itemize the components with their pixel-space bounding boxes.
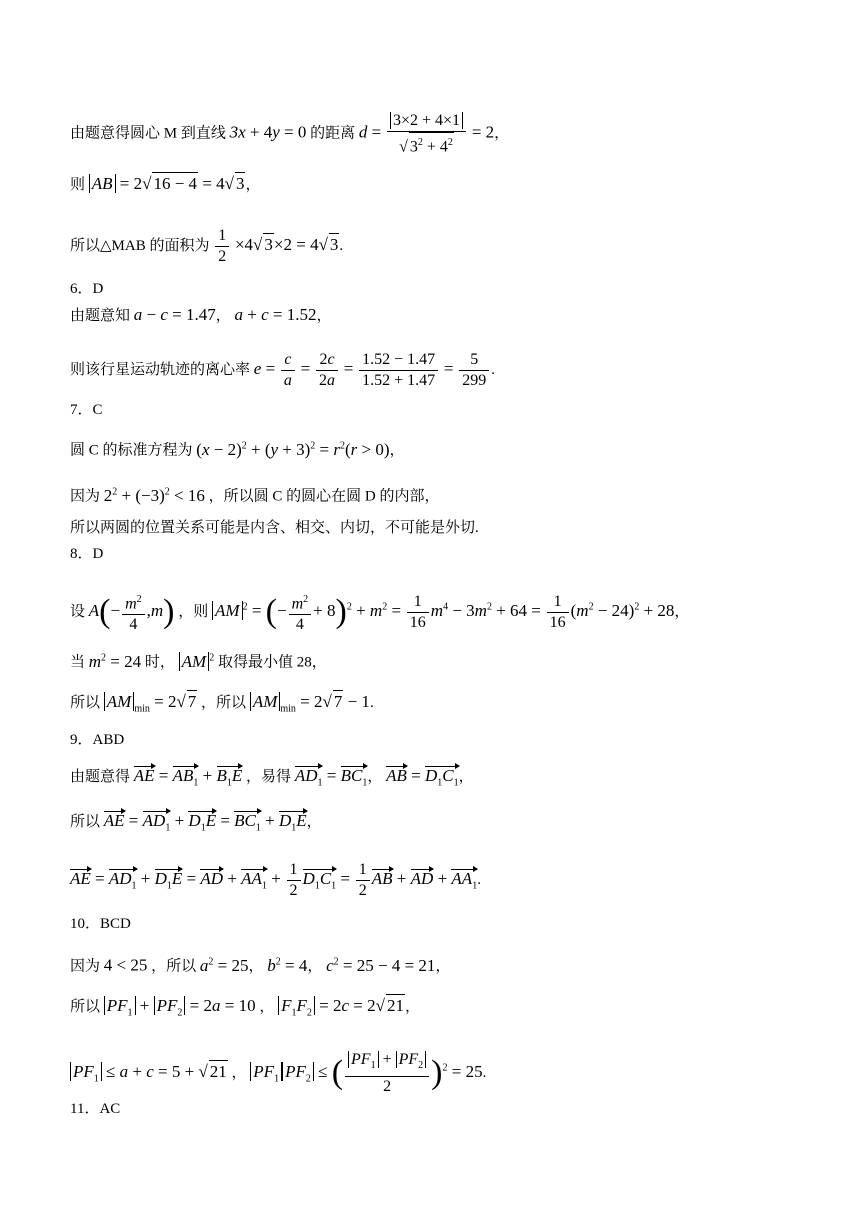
text-suffix: ， — [494, 125, 510, 142]
answer-9: 9．ABD — [70, 732, 125, 748]
text-mid: ，易得 — [246, 769, 292, 785]
text-prefix: 因为 — [70, 958, 101, 975]
answer-11: 11．AC — [70, 1101, 121, 1117]
line-9b: 所以 AE = $AD_1 + D_1E = BC_1 + D_1E$， — [70, 810, 322, 839]
answer-6: 6．D — [70, 281, 104, 297]
text-mid: ，所以 — [201, 695, 247, 711]
text-prefix: 则 — [70, 177, 86, 193]
text-mid: ，所以圆 C 的圆心在圆 D 的内部， — [208, 488, 440, 505]
text-suffix: ， — [404, 999, 420, 1015]
text-suffix: ， — [389, 442, 405, 459]
line-chord: 则 AB = 2√ 16 − 4 = 4√ 3， — [70, 174, 261, 193]
text-mid: ， — [259, 999, 275, 1015]
line-9a: 由题意得 AE = $AB_1 + B_1E$ ，易得 $AD_1 = BC_1$， AB = $D_1C_1$， — [70, 765, 474, 794]
distance-fraction: $\frac{3\times 2 + 4\times 1}{√ 3^2 + 4^2}$ — [387, 111, 466, 157]
text-prefix: 由题意得圆心 M 到直线 — [70, 125, 226, 142]
line-distance: 由题意得圆心 M 到直线 3x + 4y = 0 的距离 d = $\frac{3\times 2 + 4\times 1}{√ 3^2 + 4^2}$ = 2， — [70, 112, 510, 156]
text-mid: 时， — [144, 654, 175, 671]
text-suffix: ， — [245, 177, 261, 193]
text-prefix: 设 — [70, 604, 86, 621]
text-suffix: ， — [306, 814, 322, 830]
text-prefix: 所以 — [70, 814, 101, 830]
line-10b: 所以 $PF_1 + PF_2 = 2a = 10$ ， $F_1F_2 = 2c = 2√$ 21， — [70, 996, 420, 1019]
text-prefix: 因为 — [70, 488, 101, 505]
text-suffix: ， — [435, 958, 451, 975]
line-7c: 所以两圆的位置关系可能是内含、相交、内切，不可能是外切. — [70, 520, 479, 536]
line-6b: 则该行星运动轨迹的离心率 e = $\frac{c}{a}$ = $\frac{2c}{2a}$ = $\frac{1.52 - 1.47}{1.52 + 1.47}$ = $\frac{5}{299}$ . — [70, 351, 495, 389]
line-6a: 由题意知 a − c = 1.47， a + c = 1.52， — [70, 305, 332, 324]
text-suffix: . — [339, 237, 344, 254]
text-mid: ，所以 — [151, 958, 197, 975]
text-suffix: ， — [316, 308, 332, 324]
text-prefix: 由题意得 — [70, 769, 131, 785]
text-sep: ， — [215, 308, 231, 324]
text-mid: ，则 — [178, 604, 209, 621]
text-suffix: . — [482, 1065, 487, 1082]
line-8c: 所以 AM $_{min}$ = 2√ 7 ，所以 AM $_{min}$ = 2√ 7 − 1. — [70, 692, 374, 715]
text-prefix: 所以 — [70, 695, 101, 711]
text-suffix: . — [369, 695, 374, 711]
line-7b: 因为 $2^2 + (-3)^2 < 16$ ，所以圆 C 的圆心在圆 D 的内部， — [70, 485, 440, 505]
text-suffix: ， — [458, 769, 474, 785]
text-prefix: 所以△MAB 的面积为 — [70, 237, 210, 254]
line-10c: $PF_1 \le a + c = 5$ + √ 21 ， $PF_1$ $PF_2$ ≤ ( $\frac{PF_1 + PF_2}{2}$ )$^2$ = 25. — [70, 1050, 486, 1097]
text-suffix: 取得最小值 28， — [217, 654, 327, 671]
text-sep: ， — [367, 769, 383, 785]
line-9c: AE = $AD_1 + D_1E$ = AD + $AA_1$ + $\frac{1}{2}$ $D_1C_1$ = $\frac{1}{2}$ AB + AD + $AA_1$. — [70, 861, 481, 899]
text-prefix: 当 — [70, 654, 86, 671]
text-suffix: . — [477, 871, 481, 888]
line-8b: 当 $m^2 = 24$ 时， AM $^2$ 取得最小值 28， — [70, 651, 327, 671]
text-prefix: 由题意知 — [70, 308, 131, 324]
text-sep: ， — [307, 958, 323, 975]
line-8a: 设 A(− $\frac{m^2}{4}$ ,m) ，则 AM $^2$ = (− $\frac{m^2}{4}$ + $8)^2 + m^2$ = $\frac{1}{16}$ $m^4 - 3m^2 + 64$ = $\frac{1}{16}$ $(m^2 - 24)^2 + 28$， — [70, 590, 689, 635]
text-suffix: . — [491, 361, 495, 378]
answer-10: 10．BCD — [70, 916, 131, 932]
text-prefix: 所以 — [70, 999, 101, 1015]
text-prefix: 圆 C 的标准方程为 — [70, 442, 193, 459]
text-mid: ， — [231, 1065, 247, 1082]
line-10a: 因为 4 < 25 ，所以 $a^2 = 25$， $b^2 = 4$， $c^2 = 25 - 4 = 21$， — [70, 955, 451, 975]
answer-8: 8．D — [70, 546, 104, 562]
text-mid: 的距离 — [310, 125, 356, 142]
answer-7: 7．C — [70, 402, 103, 418]
text-suffix: ， — [674, 604, 690, 621]
line-7a: 圆 C 的标准方程为 $(x - 2)^2 + (y + 3)^2 = r^2(r > 0)$， — [70, 439, 405, 459]
text-sep: ， — [248, 958, 264, 975]
text-prefix: 则该行星运动轨迹的离心率 — [70, 361, 251, 378]
line-area: 所以△MAB 的面积为 $\frac{1}{2}$ ×4√ 3×2 = 4√ 3. — [70, 227, 344, 265]
